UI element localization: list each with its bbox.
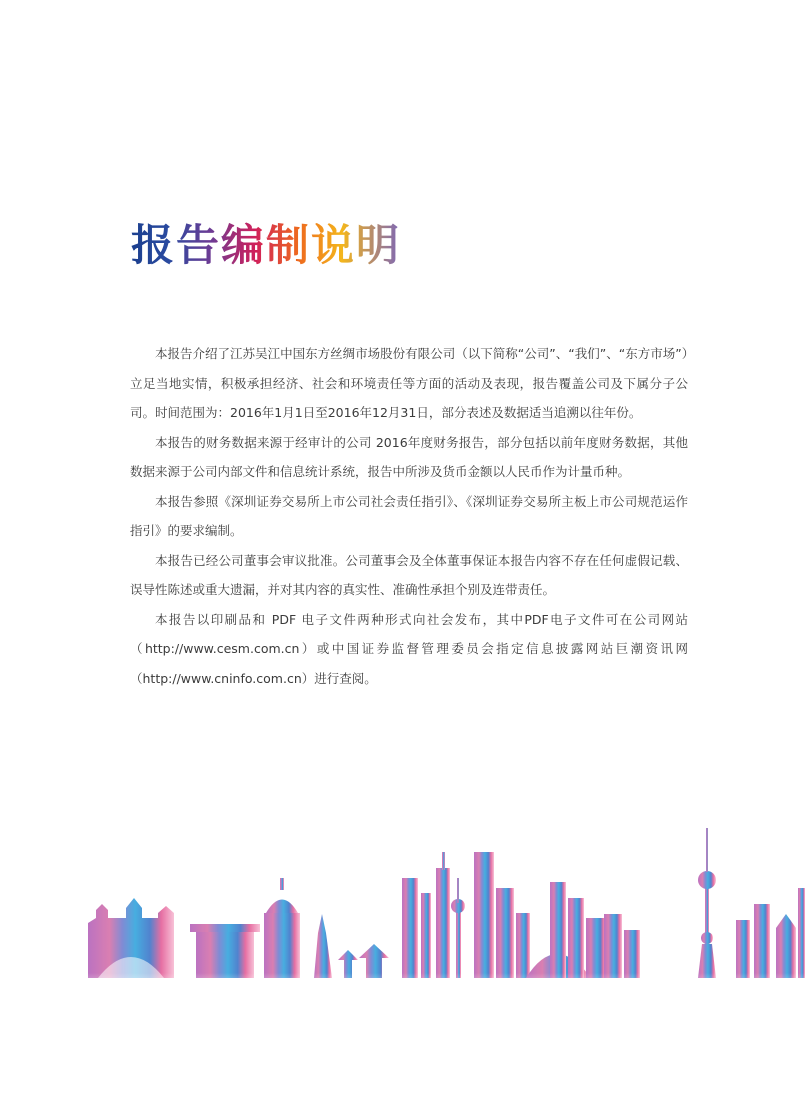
paragraph-financial-data: 本报告的财务数据来源于经审计的公司 2016年度财务报告，部分包括以前年度财务数据，其他数据来源于公司内部文件和信息统计系统，报告中所涉及货币金额以人民币作为计量币种。 xyxy=(130,434,688,479)
city-skyline-illustration xyxy=(86,818,805,983)
report-description xyxy=(130,339,688,693)
page-title: 报告编制说明 xyxy=(131,218,401,274)
paragraph-scope: 本报告介绍了江苏吴江中国东方丝绸市场股份有限公司（以下简称“公司”、“我们”、“东方市场”）立足当地实情，积极承担经济、社会和环境责任等方面的活动及表现，报告覆盖公司及下属分子公司。时间范围为：2016年1月1日至2016年12月31日，部分表述及数据适当追溯以往年份。 xyxy=(130,346,688,420)
paragraph-publication: 本报告以印刷品和 PDF 电子文件两种形式向社会发布，其中PDF电子文件可在公司网站（http://www.cesm.com.cn）或中国证券监督管理委员会指定信息披露网站巨潮资讯网（http://www.cninfo.com.cn）进行查阅。 xyxy=(130,611,688,686)
paragraph-reference-standards: 本报告参照《深圳证券交易所上市公司社会责任指引》、《深圳证券交易所主板上市公司规范运作指引》的要求编制。 xyxy=(130,493,688,538)
paragraph-approval: 本报告已经公司董事会审议批准。公司董事会及全体董事保证本报告内容不存在任何虚假记载、误导性陈述或重大遗漏，并对其内容的真实性、准确性承担个别及连带责任。 xyxy=(130,552,688,597)
